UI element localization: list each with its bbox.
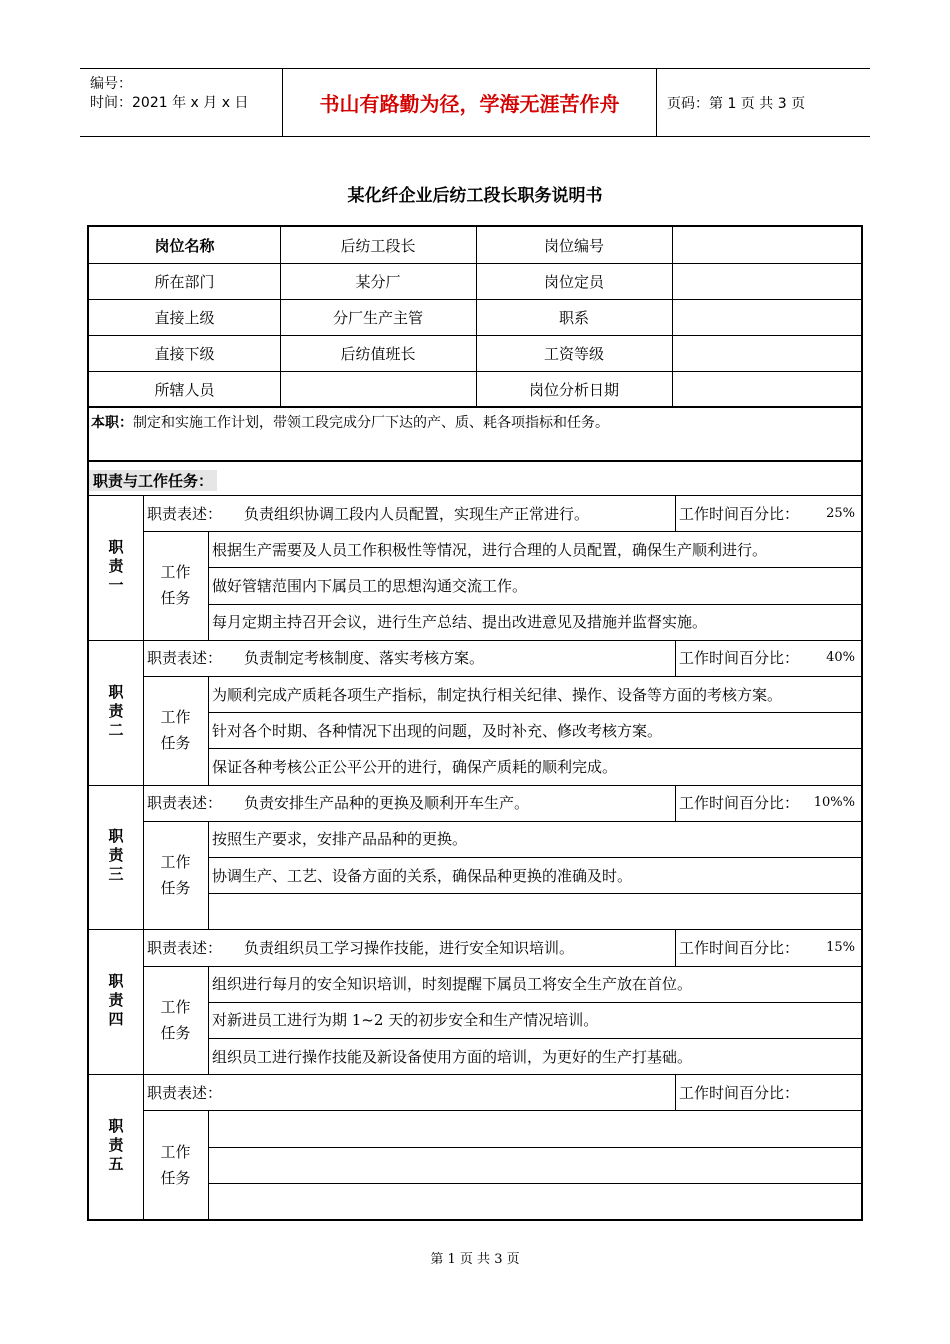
duty-one-task-3: 每月定期主持召开会议，进行生产总结、提出改进意见及措施并监督实施。 — [212, 613, 708, 632]
headcount-label: 岗位定员 — [543, 272, 604, 291]
duty-two-task-3: 保证各种考核公正公平公开的进行，确保产质耗的顺利完成。 — [212, 757, 618, 776]
salary-grade-label: 工资等级 — [543, 344, 604, 363]
duty-one-label: 职责一 — [106, 538, 125, 596]
duty-two-time-share — [675, 640, 861, 676]
duty-four-task-3: 组织员工进行操作技能及新设备使用方面的培训，为更好的生产打基础。 — [212, 1047, 693, 1066]
duty-two-task-label: 工作任务 — [160, 708, 191, 753]
analysis-date-value — [672, 371, 861, 407]
duty-three-task-2: 协调生产、工艺、设备方面的关系，确保品种更换的准确及时。 — [212, 866, 633, 885]
direct-subordinate-value: 后纺值班长 — [340, 344, 416, 363]
duty-five-description — [143, 1074, 675, 1110]
duty-four-label: 职责四 — [106, 973, 125, 1031]
duty-one-task-2: 做好管辖范围内下属员工的思想沟通交流工作。 — [212, 576, 528, 595]
page-footer: 第 1 页 共 3 页 — [430, 1252, 520, 1267]
duty-five-time-share — [675, 1074, 861, 1110]
direct-superior-label: 直接上级 — [154, 308, 215, 327]
duty-five-description-label: 职责表述： — [147, 1083, 223, 1102]
duty-one-time-share — [675, 495, 861, 531]
direct-subordinate-label: 直接下级 — [154, 344, 215, 363]
duty-two-time-share-value: 40% — [826, 650, 855, 666]
duty-three-task-1: 按照生产要求，安排产品品种的更换。 — [212, 830, 468, 849]
duty-three-time-share — [675, 785, 861, 821]
code-label: 编号： — [90, 76, 132, 92]
duty-two-task-1: 为顺利完成产质耗各项生产指标，制定执行相关纪律、操作、设备等方面的考核方案。 — [212, 685, 783, 704]
duty-three-time-share-label: 工作时间百分比： — [679, 794, 800, 813]
motto: 书山有路勤为径，学海无涯苦作舟 — [319, 92, 620, 116]
analysis-date-label: 岗位分析日期 — [528, 380, 619, 399]
duty-four-task-label: 工作任务 — [160, 997, 191, 1042]
duty-five-task-2 — [208, 1147, 861, 1183]
responsibilities-title-wrap — [89, 470, 217, 490]
department-label: 所在部门 — [154, 272, 215, 291]
salary-grade-value — [672, 335, 861, 371]
duty-one-time-share-value: 25% — [826, 505, 855, 521]
duty-summary-label: 本职： — [91, 415, 133, 431]
duty-five-label: 职责五 — [106, 1118, 125, 1176]
direct-superior-value: 分厂生产主管 — [332, 308, 423, 327]
duty-three-description — [143, 785, 675, 821]
duty-four-time-share-label: 工作时间百分比： — [679, 938, 800, 957]
duty-five-task-label: 工作任务 — [160, 1142, 191, 1187]
duty-two-time-share-label: 工作时间百分比： — [679, 649, 800, 668]
duty-three-description-label: 职责表述： — [147, 794, 223, 813]
page-info: 页码：第 1 页 共 3 页 — [667, 95, 806, 112]
page-header — [80, 68, 870, 137]
header-meta — [80, 69, 283, 136]
duty-four-task-2: 对新进员工进行为期 1~2 天的初步安全和生产情况培训。 — [212, 1011, 599, 1030]
position-name-value: 后纺工段长 — [340, 236, 416, 255]
job-family-value — [672, 299, 861, 335]
duty-two-description — [143, 640, 675, 676]
duty-three-label: 职责三 — [106, 828, 125, 886]
time-label: 时间：2021 年 x 月 x 日 — [90, 95, 249, 111]
duty-summary-text: 制定和实施工作计划，带领工段完成分厂下达的产、质、耗各项指标和任务。 — [133, 415, 609, 431]
duty-two-description-label: 职责表述： — [147, 649, 223, 668]
job-family-label: 职系 — [558, 308, 589, 327]
duty-one-time-share-label: 工作时间百分比： — [679, 504, 800, 523]
duty-summary — [91, 412, 851, 432]
duty-one-description — [143, 495, 675, 531]
duty-one-description-text: 负责组织协调工段内人员配置，实现生产正常进行。 — [244, 504, 590, 523]
duty-four-description-label: 职责表述： — [147, 938, 223, 957]
department-value: 某分厂 — [355, 272, 401, 291]
position-code-value — [672, 227, 861, 263]
position-name-label: 岗位名称 — [154, 236, 215, 255]
duty-three-task-label: 工作任务 — [160, 853, 191, 898]
headcount-value — [672, 263, 861, 299]
duty-four-time-share — [675, 929, 861, 965]
duty-three-time-share-value: 10%% — [813, 795, 855, 811]
responsibilities-title: 职责与工作任务： — [89, 470, 217, 491]
duty-two-task-2: 针对各个时期、各种情况下出现的问题，及时补充、修改考核方案。 — [212, 721, 663, 740]
staff-under-value — [280, 371, 476, 407]
duty-one-description-label: 职责表述： — [147, 504, 223, 523]
duty-four-time-share-value: 15% — [826, 939, 855, 955]
duty-five-time-share-label: 工作时间百分比： — [679, 1083, 800, 1102]
duty-three-description-text: 负责安排生产品种的更换及顺利开车生产。 — [244, 794, 530, 813]
staff-under-label: 所辖人员 — [154, 380, 215, 399]
document-title: 某化纤企业后纺工段长职务说明书 — [347, 186, 603, 206]
duty-two-label: 职责二 — [106, 683, 125, 741]
duty-two-description-text: 负责制定考核制度、落实考核方案。 — [244, 649, 485, 668]
duty-one-task-1: 根据生产需要及人员工作积极性等情况，进行合理的人员配置，确保生产顺利进行。 — [212, 540, 768, 559]
header-motto-cell — [283, 69, 657, 136]
duty-four-task-1: 组织进行每月的安全知识培训，时刻提醒下属员工将安全生产放在首位。 — [212, 975, 693, 994]
duty-five-task-3 — [208, 1183, 861, 1219]
duty-three-task-3 — [208, 893, 861, 929]
job-description-form — [87, 225, 863, 1221]
duty-four-description-text: 负责组织员工学习操作技能，进行安全知识培训。 — [244, 938, 575, 957]
duty-five-task-1 — [208, 1110, 861, 1146]
position-code-label: 岗位编号 — [543, 236, 604, 255]
duty-four-description — [143, 929, 675, 965]
duty-one-task-label: 工作任务 — [160, 563, 191, 608]
